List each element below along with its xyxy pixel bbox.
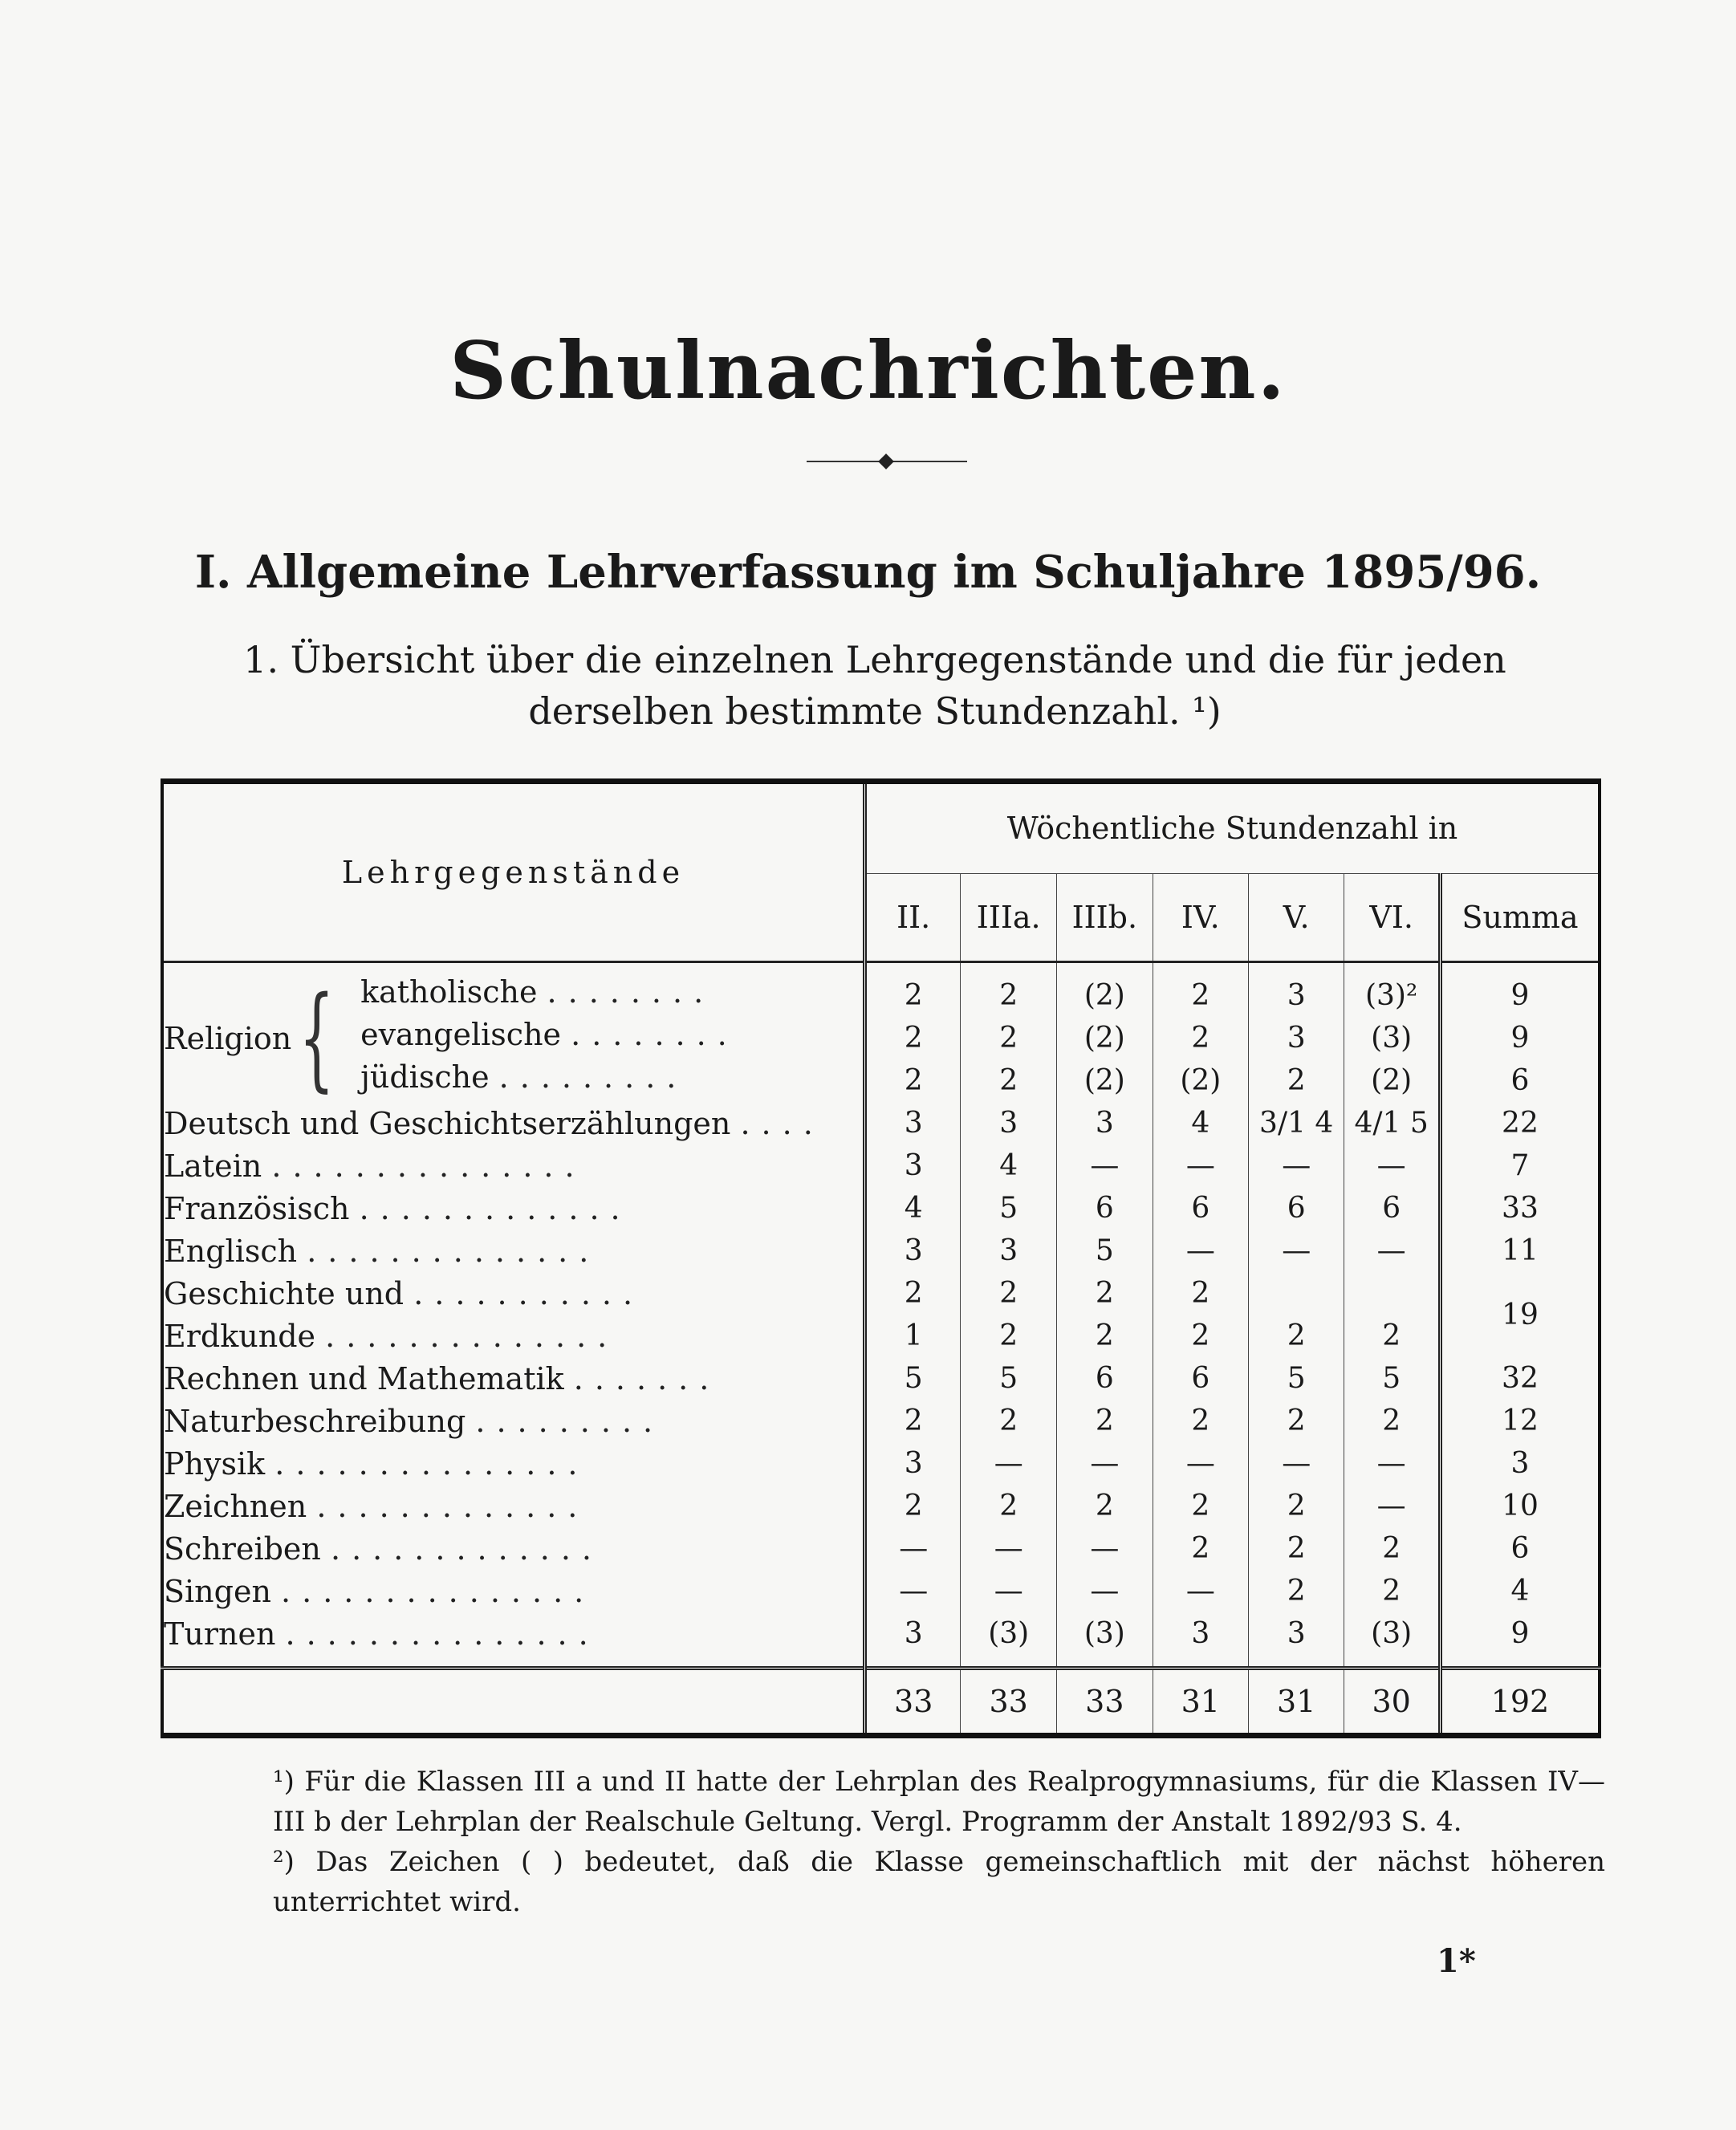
table-cell: 2 [865,962,961,1018]
leader-dots: ........ [547,974,715,1010]
col-header-ii: II. [865,873,961,962]
table-cell: 2 [865,1059,961,1102]
table-cell: (2) [1153,1059,1248,1102]
table-cell: 3 [1248,1612,1344,1669]
footnote-2: ²) Das Zeichen ( ) bedeutet, daß die Klasse gemeinschaftlich mit der nächst höheren unterrichtet wird. [273,1846,1605,1918]
ornament-diamond-icon [878,453,894,469]
table-cell: 6 [1057,1187,1153,1230]
row-label [162,1357,865,1400]
table-cell: — [961,1442,1057,1485]
leader-dots: ............. [359,1190,632,1226]
table-cell: 2 [1344,1400,1441,1442]
sum-cell: 7 [1440,1144,1600,1187]
leader-dots: ............... [274,1445,589,1482]
table-cell: 3 [961,1230,1057,1272]
table-cell: 3 [1153,1612,1248,1669]
table-cell: 5 [1248,1357,1344,1400]
table-cell: 2 [961,1315,1057,1357]
table-cell: (3) [1344,1612,1441,1669]
table-cell: — [961,1570,1057,1612]
subject-name: Englisch [164,1233,298,1269]
table-cell: 5 [961,1357,1057,1400]
table-cell: 2 [1057,1272,1153,1315]
religion-label: Religion [164,1020,292,1056]
leader-dots: ............... [285,1616,600,1652]
page-number: 1* [1437,1942,1476,1980]
row-label [162,1187,865,1230]
table-cell: 2 [1248,1570,1344,1612]
weekly-hours-header: Wöchentliche Stundenzahl in [865,782,1600,874]
table-cell: — [1153,1230,1248,1272]
col-header-summa: Summa [1440,873,1600,962]
leader-dots: ......... [475,1403,665,1439]
table-cell: 2 [1153,1315,1248,1357]
row-label: katholische [360,974,538,1010]
sum-cell: 11 [1440,1230,1600,1272]
table-row [162,1315,1600,1357]
left-brace-icon: { [299,972,335,1104]
row-label [162,1272,865,1315]
table-cell: 4 [865,1187,961,1230]
table-cell: 2 [1344,1527,1441,1570]
total-cell: 33 [1057,1669,1153,1736]
table-cell: — [1153,1442,1248,1485]
table-row [162,1102,1600,1144]
col-header-vi: VI. [1344,873,1441,962]
section-heading: I. Allgemeine Lehrverfassung im Schuljahre 1895/96. [194,546,1542,599]
religion-cell [162,962,865,1103]
total-cell: 33 [865,1669,961,1736]
col-header-iiia: IIIa. [961,873,1057,962]
row-label [162,1612,865,1669]
table-cell: — [1153,1570,1248,1612]
col-header-v: V. [1248,873,1344,962]
leader-dots: ......... [498,1059,688,1095]
table-cell: 5 [1344,1357,1441,1400]
table-cell: — [1057,1527,1153,1570]
table-cell: 3 [961,1102,1057,1144]
subject-name: Naturbeschreibung [164,1403,466,1439]
table-cell: — [1344,1144,1441,1187]
table-row [162,1485,1600,1527]
subject-name: Schreiben [164,1530,321,1567]
row-label [162,1570,865,1612]
table-row [162,1442,1600,1485]
leader-dots: ............... [271,1148,586,1184]
total-cell: 31 [1248,1669,1344,1736]
subject-name: Erdkunde [164,1318,316,1354]
footnotes [161,1762,1605,1922]
leader-dots: ........... [413,1275,644,1311]
subjects-header: Lehrgegenstände [162,782,865,962]
sum-cell: 19 [1440,1272,1600,1357]
table-cell: 2 [961,1400,1057,1442]
table-row [162,1612,1600,1669]
sum-cell: 3 [1440,1442,1600,1485]
table-cell: (2) [1057,1059,1153,1102]
table-cell: 2 [961,1017,1057,1059]
table-cell: 3 [865,1144,961,1187]
table-cell: — [1344,1230,1441,1272]
table-cell: 3 [865,1102,961,1144]
table-cell: 2 [1248,1400,1344,1442]
subject-name: Latein [164,1148,262,1184]
table-cell: 6 [1153,1357,1248,1400]
table-cell: 2 [1153,1272,1248,1315]
leader-dots: ....... [573,1360,721,1396]
table-cell: 3 [865,1442,961,1485]
table-cell: 2 [1344,1570,1441,1612]
table-cell: (2) [1344,1059,1441,1102]
table-cell: (3) [1344,1017,1441,1059]
table-cell: 2 [961,1059,1057,1102]
table-cell: (3)² [1344,962,1441,1018]
table-cell: (2) [1057,962,1153,1018]
subject-name: Geschichte und [164,1275,405,1311]
table-cell: 6 [1344,1187,1441,1230]
table-cell: 3 [1248,1017,1344,1059]
table-row [162,962,1600,1018]
row-label [162,1102,865,1144]
table-cell [1344,1272,1441,1315]
section-subheading: 1. Übersicht über die einzelnen Lehrgegenstände und die für jeden derselben bestimmte Stundenzahl. ¹) [243,638,1506,733]
row-label [162,1485,865,1527]
table-cell: — [1248,1442,1344,1485]
table-cell: — [1344,1485,1441,1527]
total-cell: 33 [961,1669,1057,1736]
table-cell: 6 [1057,1357,1153,1400]
footnote-1: ¹) Für die Klassen III a und II hatte der Lehrplan des Realprogymnasiums, für die Klassen IV—III b der Lehrplan der Realschule Geltung. Vergl. Programm der Anstalt 1892/93 S. 4. [273,1766,1605,1838]
subject-name: Turnen [164,1616,276,1652]
table-cell: 2 [1248,1527,1344,1570]
table-row [162,1570,1600,1612]
table-cell: 6 [1248,1187,1344,1230]
table-row [162,1400,1600,1442]
sum-cell: 6 [1440,1527,1600,1570]
leader-dots: ............. [316,1488,589,1524]
totals-label-cell [162,1669,865,1736]
sum-cell: 9 [1440,1612,1600,1669]
leader-dots: ........ [571,1017,738,1052]
row-label: evangelische [360,1017,562,1052]
table-cell: 1 [865,1315,961,1357]
title-ornament [807,461,967,465]
leader-dots: .............. [307,1233,600,1269]
table-cell: 2 [1153,1527,1248,1570]
table-cell: 2 [1248,1485,1344,1527]
subject-name: Rechnen und Mathematik [164,1360,564,1396]
sum-cell: 9 [1440,962,1600,1018]
leader-dots: ............. [330,1530,604,1567]
leader-dots: ............... [281,1573,596,1609]
total-cell: 30 [1344,1669,1441,1736]
table-cell: (3) [1057,1612,1153,1669]
table-cell: 5 [961,1187,1057,1230]
table-cell: 2 [961,1272,1057,1315]
table-cell: 3 [1057,1102,1153,1144]
table-cell: (2) [1057,1017,1153,1059]
row-label [162,1400,865,1442]
table-cell: — [1057,1442,1153,1485]
table-cell: 2 [1248,1059,1344,1102]
table-cell: 2 [1057,1485,1153,1527]
table-cell [1248,1272,1344,1315]
table-cell: 3 [865,1612,961,1669]
table-cell: 2 [1057,1400,1153,1442]
leader-dots: .............. [325,1318,619,1354]
sum-cell: 33 [1440,1187,1600,1230]
col-header-iv: IV. [1153,873,1248,962]
sum-cell: 9 [1440,1017,1600,1059]
table-row [162,1272,1600,1315]
sum-cell: 22 [1440,1102,1600,1144]
subject-name: Physik [164,1445,266,1482]
table-cell: 2 [1344,1315,1441,1357]
row-label [162,1230,865,1272]
totals-row [162,1669,1600,1736]
row-label [162,1527,865,1570]
table-cell: 3 [1248,962,1344,1018]
table-row [162,1357,1600,1400]
table-cell: 5 [1057,1230,1153,1272]
table-cell: (3) [961,1612,1057,1669]
table-cell: 2 [865,1017,961,1059]
row-label [162,1315,865,1357]
table-cell: 2 [1153,1400,1248,1442]
table-cell: — [1153,1144,1248,1187]
table-cell: — [865,1570,961,1612]
table-cell: 2 [1153,1017,1248,1059]
table-row [162,1230,1600,1272]
table-row [162,1527,1600,1570]
row-label [162,1144,865,1187]
table-cell: 4/1 5 [1344,1102,1441,1144]
table-cell: — [1248,1230,1344,1272]
table-cell: 2 [865,1272,961,1315]
col-header-iiib: IIIb. [1057,873,1153,962]
table-cell: 2 [1057,1315,1153,1357]
table-cell: — [961,1527,1057,1570]
sum-cell: 32 [1440,1357,1600,1400]
sum-cell: 10 [1440,1485,1600,1527]
table-cell: 6 [1153,1187,1248,1230]
subject-name: Französisch [164,1190,350,1226]
table-cell: — [1057,1144,1153,1187]
table-cell: 2 [1248,1315,1344,1357]
grand-total-cell: 192 [1440,1669,1600,1736]
sum-cell: 12 [1440,1400,1600,1442]
table-cell: 2 [1153,1485,1248,1527]
page-title: Schulnachrichten. [449,325,1287,417]
subject-name: Deutsch und Geschichtserzählungen [164,1105,731,1141]
table-cell: — [1344,1442,1441,1485]
table-cell: 2 [961,962,1057,1018]
sum-cell: 6 [1440,1059,1600,1102]
table-cell: 3/1 4 [1248,1102,1344,1144]
table-cell: — [865,1527,961,1570]
table-cell: 3 [865,1230,961,1272]
table-cell: 2 [1153,962,1248,1018]
table-cell: 2 [961,1485,1057,1527]
table-cell: 2 [865,1485,961,1527]
row-label: jüdische [360,1059,490,1095]
subject-hours-table [161,778,1601,1738]
total-cell: 31 [1153,1669,1248,1736]
row-label [162,1442,865,1485]
sum-cell: 4 [1440,1570,1600,1612]
table-cell: 2 [865,1400,961,1442]
table-cell: 4 [961,1144,1057,1187]
subject-name: Zeichnen [164,1488,307,1524]
table-row [162,1144,1600,1187]
table-row [162,1187,1600,1230]
table-cell: 5 [865,1357,961,1400]
leader-dots: .... [740,1105,824,1141]
table-cell: 4 [1153,1102,1248,1144]
subject-name: Singen [164,1573,271,1609]
table-cell: — [1248,1144,1344,1187]
table-cell: — [1057,1570,1153,1612]
